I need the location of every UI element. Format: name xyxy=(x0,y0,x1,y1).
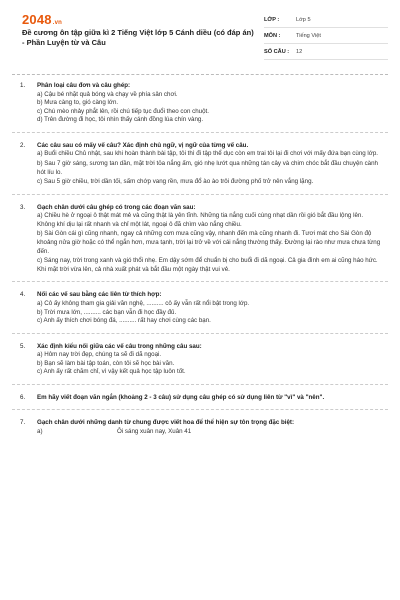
question-title: Gạch chân dưới những danh từ chung được viết hoa để thể hiện sự tôn trọng đặc biệt: xyxy=(37,419,295,427)
document-meta xyxy=(264,12,388,60)
question-7 xyxy=(20,419,382,436)
meta-row-grade xyxy=(264,12,388,28)
question-item: d) Trên đường đi học, tôi nhìn thấy cánh đồng lúa chín vàng. xyxy=(37,116,204,124)
question-item: b) Sài Gòn cái gì cũng nhanh, ngay cả những cơn mưa cũng vậy, nhanh đến mà cũng nhanh đi. Tươi mát cho Sài Gòn độ khoảng nửa giờ hoặc có thể ngắn hơn, mưa tạnh, trời lại trở về với cái nắng thường thấy. Đường lại rào như mưa chưa từng đến. xyxy=(37,230,381,255)
question-divider xyxy=(12,194,388,195)
question-list xyxy=(20,82,382,446)
item-text: Ôi sáng xuân nay, Xuân 41 xyxy=(117,427,192,435)
document-title: Đề cương ôn tập giữa kì 2 Tiếng Việt lớp 5 Cánh diều (có đáp án) - Phần Luyện từ và Câu xyxy=(22,28,254,47)
question-number: 6. xyxy=(20,393,26,401)
question-number: 2. xyxy=(20,141,26,149)
header-divider xyxy=(12,74,388,75)
question-item: b) Mưa càng to, gió càng lớn. xyxy=(37,99,119,107)
question-item: c) Anh ấy thích chơi bóng đá, .......... rất hay chơi cùng các bạn. xyxy=(37,317,211,325)
question-item: b) Bạn sẽ làm bài tập toán, còn tôi sẽ học bài văn. xyxy=(37,359,175,367)
site-logo[interactable]: 2048.vn xyxy=(22,12,63,27)
question-title: Xác định kiểu nối giữa các vế câu trong những câu sau: xyxy=(37,342,202,350)
question-divider xyxy=(12,409,388,410)
question-1 xyxy=(20,82,382,133)
question-divider xyxy=(12,281,388,282)
question-item xyxy=(37,428,382,437)
question-4 xyxy=(20,291,382,333)
question-item: c) Anh ấy rất chăm chỉ, vì vậy kết quả học tập luôn tốt. xyxy=(37,368,186,376)
question-number: 7. xyxy=(20,419,26,427)
question-item: a) Chiều hè ở ngoại ô thật mát mẻ và cũng thật là yên tĩnh. Những tia nắng cuối cùng nhạt dần rồi gió bắt đầu lộng lên. Không khí dịu lại rất nhanh và chỉ một lát, ngoại ô đã chìm vào nắng chiều. xyxy=(37,212,364,228)
question-item: a) Buổi chiều Chủ nhật, sau khi hoàn thành bài tập, tôi thì đi tập thể dục còn em trai tôi lại đi chơi với mấy đứa bạn cùng lớp. xyxy=(37,150,379,158)
meta-row-question-count xyxy=(264,44,388,60)
meta-key: LỚP : xyxy=(264,16,280,23)
question-item: c) Chú mèo nhảy phắt lên, rồi chú tiếp tục đuổi theo con chuột. xyxy=(37,107,209,115)
question-title: Phân loại câu đơn và câu ghép: xyxy=(37,82,131,89)
question-item: a) Hôm nay trời đẹp, chúng ta sẽ đi dã ngoại. xyxy=(37,351,162,359)
meta-value: 12 xyxy=(296,48,303,55)
question-item: a) Cô ấy không tham gia giải văn nghệ, .......... cô ấy vẫn rất nổi bật trong lớp. xyxy=(37,299,250,307)
question-item: b) Sau 7 giờ sáng, sương tan dần, mặt trời tỏa nắng ấm, gió nhẹ lướt qua những tán cây và chim chóc bắt đầu chuyện cành hót líu lo. xyxy=(37,159,378,176)
question-title: Nối các vế sau bằng các liên từ thích hợp: xyxy=(37,291,162,299)
question-divider xyxy=(12,333,388,334)
question-title: Các câu sau có mấy vế câu? Xác định chủ ngữ, vị ngữ của từng vế câu. xyxy=(37,141,249,149)
question-number: 1. xyxy=(20,82,26,89)
question-item: a) Cậu bé nhặt quả bóng và chạy về phía sân chơi. xyxy=(37,90,178,98)
document-header xyxy=(12,10,388,68)
meta-key: SỐ CÂU : xyxy=(264,48,290,55)
question-number: 5. xyxy=(20,342,26,350)
meta-row-subject xyxy=(264,28,388,44)
question-item: c) Sau 5 giờ chiều, trời dần tối, sấm chớp vang rền, mưa đổ ào ào trôi đường phố trở nên vắng lặng. xyxy=(37,178,314,186)
question-title: Gạch chân dưới câu ghép có trong các đoạn văn sau: xyxy=(37,203,196,211)
question-6 xyxy=(20,394,382,411)
question-item: c) Sáng nay, trời trong xanh và gió thổi nhẹ. Em dậy sớm để chuẩn bị cho buổi đi dã ngoại. Cả gia đình em ai cũng háo hức. Khi mặt trời vừa lên, cả nhà xuất phát và bắt đầu một ngày thật vui vẻ. xyxy=(37,257,378,273)
question-5 xyxy=(20,343,382,385)
question-2 xyxy=(20,142,382,195)
meta-value: Tiếng Việt xyxy=(296,32,321,39)
meta-value: Lớp 5 xyxy=(296,16,311,23)
question-number: 3. xyxy=(20,203,26,211)
question-item: b) Trời mưa lớn, .......... các bạn vẫn đi học đầy đủ. xyxy=(37,308,177,316)
item-label: a) xyxy=(37,427,43,435)
question-title: Em hãy viết đoạn văn ngắn (khoảng 2 - 3 câu) sử dụng câu ghép có sử dụng liên từ "vì" và "nên". xyxy=(37,393,325,401)
question-divider xyxy=(12,384,388,385)
question-3 xyxy=(20,204,382,283)
question-number: 4. xyxy=(20,291,26,299)
meta-key: MÔN : xyxy=(264,32,281,39)
question-divider xyxy=(12,132,388,133)
